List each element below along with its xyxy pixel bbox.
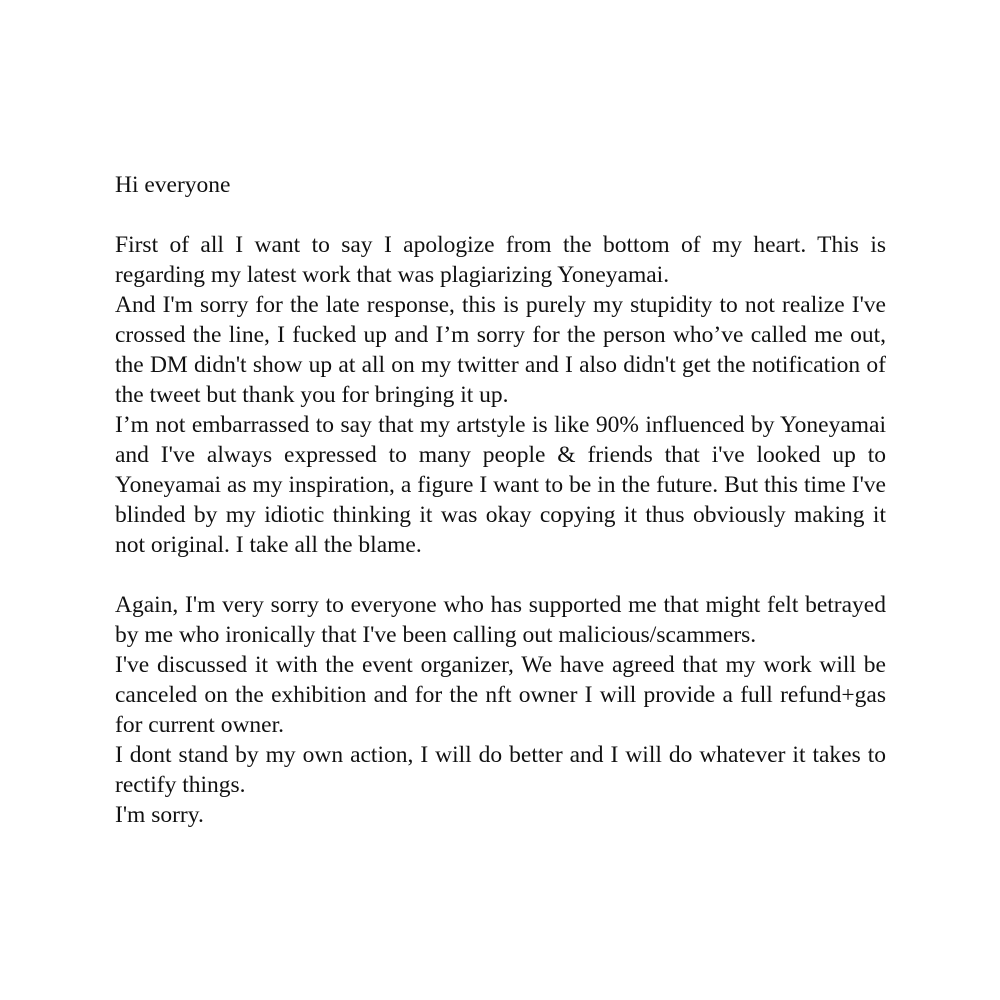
apology-letter xyxy=(115,170,886,830)
paragraph-influence: I’m not embarrassed to say that my artstyle is like 90% influenced by Yoneyamai and I've always expressed to many people & friends that i've looked up to Yoneyamai as my inspiration, a figure I want to be in the future. But this time I've blinded by my idiotic thinking it was okay copying it thus obviously making it not original. I take all the blame. xyxy=(115,412,886,558)
paragraph-late-response: And I'm sorry for the late response, this is purely my stupidity to not realize I've crossed the line, I fucked up and I’m sorry for the person who’ve called me out, the DM didn't show up at all on my twitter and I also didn't get the notification of the tweet but thank you for bringing it up. xyxy=(115,292,886,408)
paragraph-commitment: I dont stand by my own action, I will do better and I will do whatever it takes to rectify things. xyxy=(115,742,886,798)
paragraph-apology-intro: First of all I want to say I apologize from the bottom of my heart. This is regarding my latest work that was plagiarizing Yoneyamai. xyxy=(115,232,886,288)
paragraph-closing: I'm sorry. xyxy=(115,802,204,828)
greeting: Hi everyone xyxy=(115,172,231,198)
paragraph-supporters: Again, I'm very sorry to everyone who has supported me that might felt betrayed by me who ironically that I've been calling out malicious/scammers. xyxy=(115,592,886,648)
paragraph-spacer xyxy=(115,200,886,230)
paragraph-spacer xyxy=(115,560,886,590)
paragraph-refund: I've discussed it with the event organizer, We have agreed that my work will be canceled on the exhibition and for the nft owner I will provide a full refund+gas for current owner. xyxy=(115,652,886,738)
